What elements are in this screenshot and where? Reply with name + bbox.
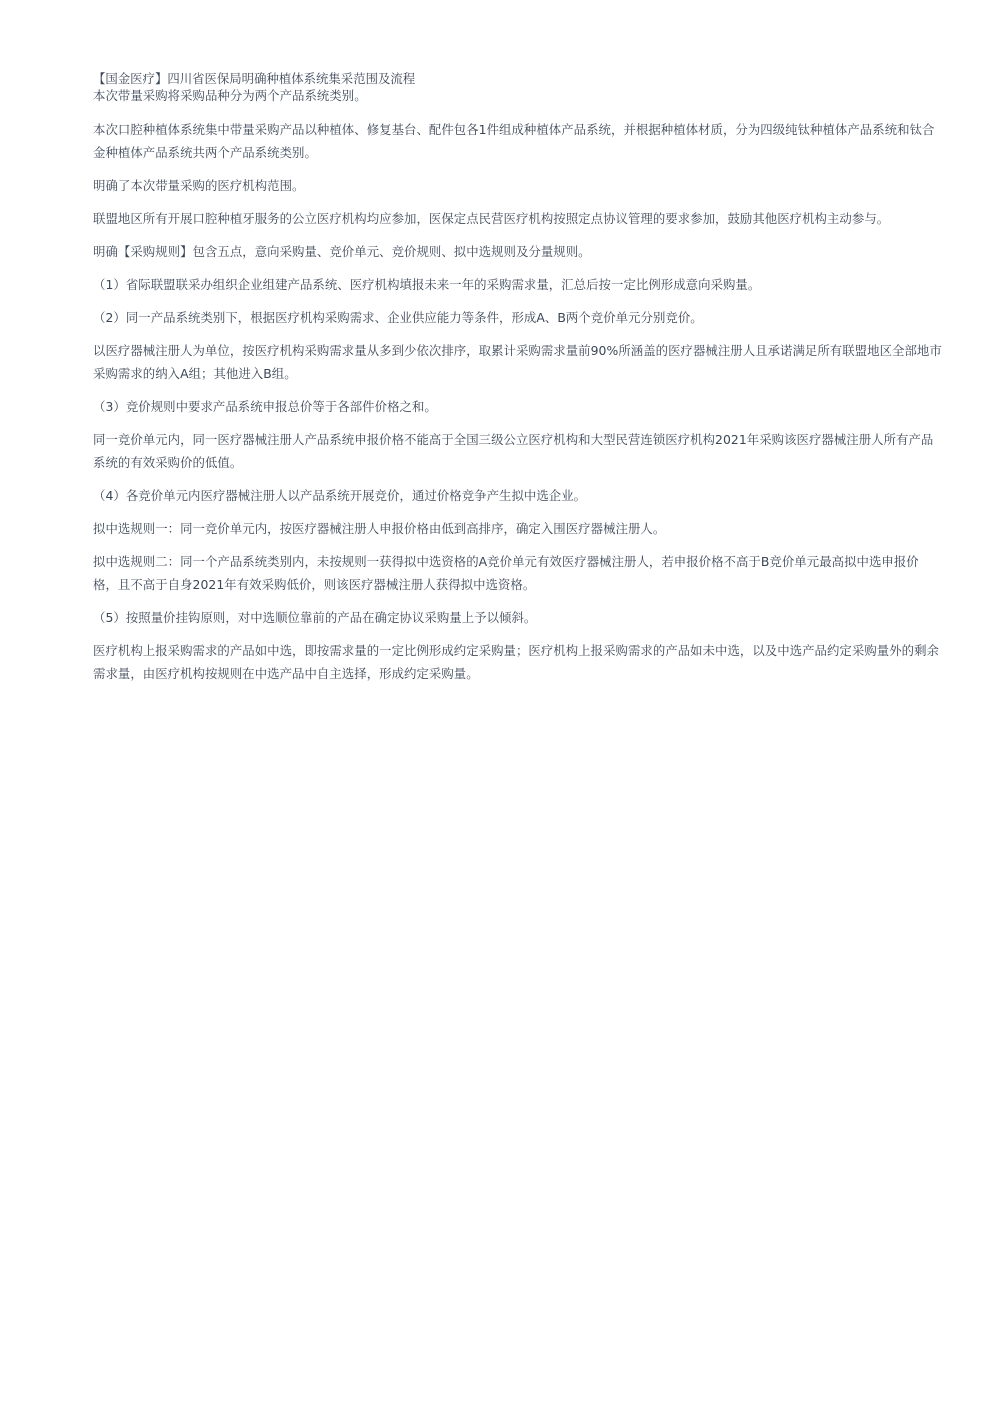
paragraph-4: 联盟地区所有开展口腔种植牙服务的公立医疗机构均应参加，医保定点民营医疗机构按照定点协议管理的要求参加，鼓励其他医疗机构主动参与。 — [93, 211, 890, 226]
paragraph-14: （5）按照量价挂钩原则，对中选顺位靠前的产品在确定协议采购量上予以倾斜。 — [93, 610, 537, 625]
paragraph-15: 医疗机构上报采购需求的产品如中选，即按需求量的一定比例形成约定采购量；医疗机构上报采购需求的产品如未中选，以及中选产品约定采购量外的剩余需求量，由医疗机构按规则在中选产品中自主选择，形成约定采购量。 — [93, 643, 939, 681]
document-title: 【国金医疗】四川省医保局明确种植体系统集采范围及流程 — [93, 71, 416, 86]
paragraph-9: （3）竞价规则中要求产品系统申报总价等于各部件价格之和。 — [93, 399, 437, 414]
paragraph-12: 拟中选规则一：同一竞价单元内，按医疗器械注册人申报价格由低到高排序，确定入围医疗器械注册人。 — [93, 521, 666, 536]
paragraph-13: 拟中选规则二：同一个产品系统类别内，未按规则一获得拟中选资格的A竞价单元有效医疗器械注册人，若申报价格不高于B竞价单元最高拟中选申报价格，且不高于自身2021年有效采购低价，则该医疗器械注册人获得拟中选资格。 — [93, 554, 919, 592]
paragraph-11: （4）各竞价单元内医疗器械注册人以产品系统开展竞价，通过价格竞争产生拟中选企业。 — [93, 488, 587, 503]
paragraph-3: 明确了本次带量采购的医疗机构范围。 — [93, 178, 305, 193]
paragraph-5: 明确【采购规则】包含五点，意向采购量、竞价单元、竞价规则、拟中选规则及分量规则。 — [93, 244, 591, 259]
paragraph-2: 本次口腔种植体系统集中带量采购产品以种植体、修复基台、配件包各1件组成种植体产品系统，并根据种植体材质，分为四级纯钛种植体产品系统和钛合金种植体产品系统共两个产品系统类别。 — [93, 122, 935, 160]
paragraph-10: 同一竞价单元内，同一医疗器械注册人产品系统申报价格不能高于全国三级公立医疗机构和大型民营连锁医疗机构2021年采购该医疗器械注册人所有产品系统的有效采购价的低值。 — [93, 432, 934, 470]
paragraph-7: （2）同一产品系统类别下，根据医疗机构采购需求、企业供应能力等条件，形成A、B两个竞价单元分别竞价。 — [93, 310, 703, 325]
document-body — [93, 70, 943, 695]
paragraph-6: （1）省际联盟联采办组织企业组建产品系统、医疗机构填报未来一年的采购需求量，汇总后按一定比例形成意向采购量。 — [93, 277, 761, 292]
paragraph-8: 以医疗器械注册人为单位，按医疗机构采购需求量从多到少依次排序，取累计采购需求量前90%所涵盖的医疗器械注册人且承诺满足所有联盟地区全部地市采购需求的纳入A组；其他进入B组。 — [93, 343, 942, 381]
paragraph-1: 本次带量采购将采购品种分为两个产品系统类别。 — [93, 88, 367, 103]
